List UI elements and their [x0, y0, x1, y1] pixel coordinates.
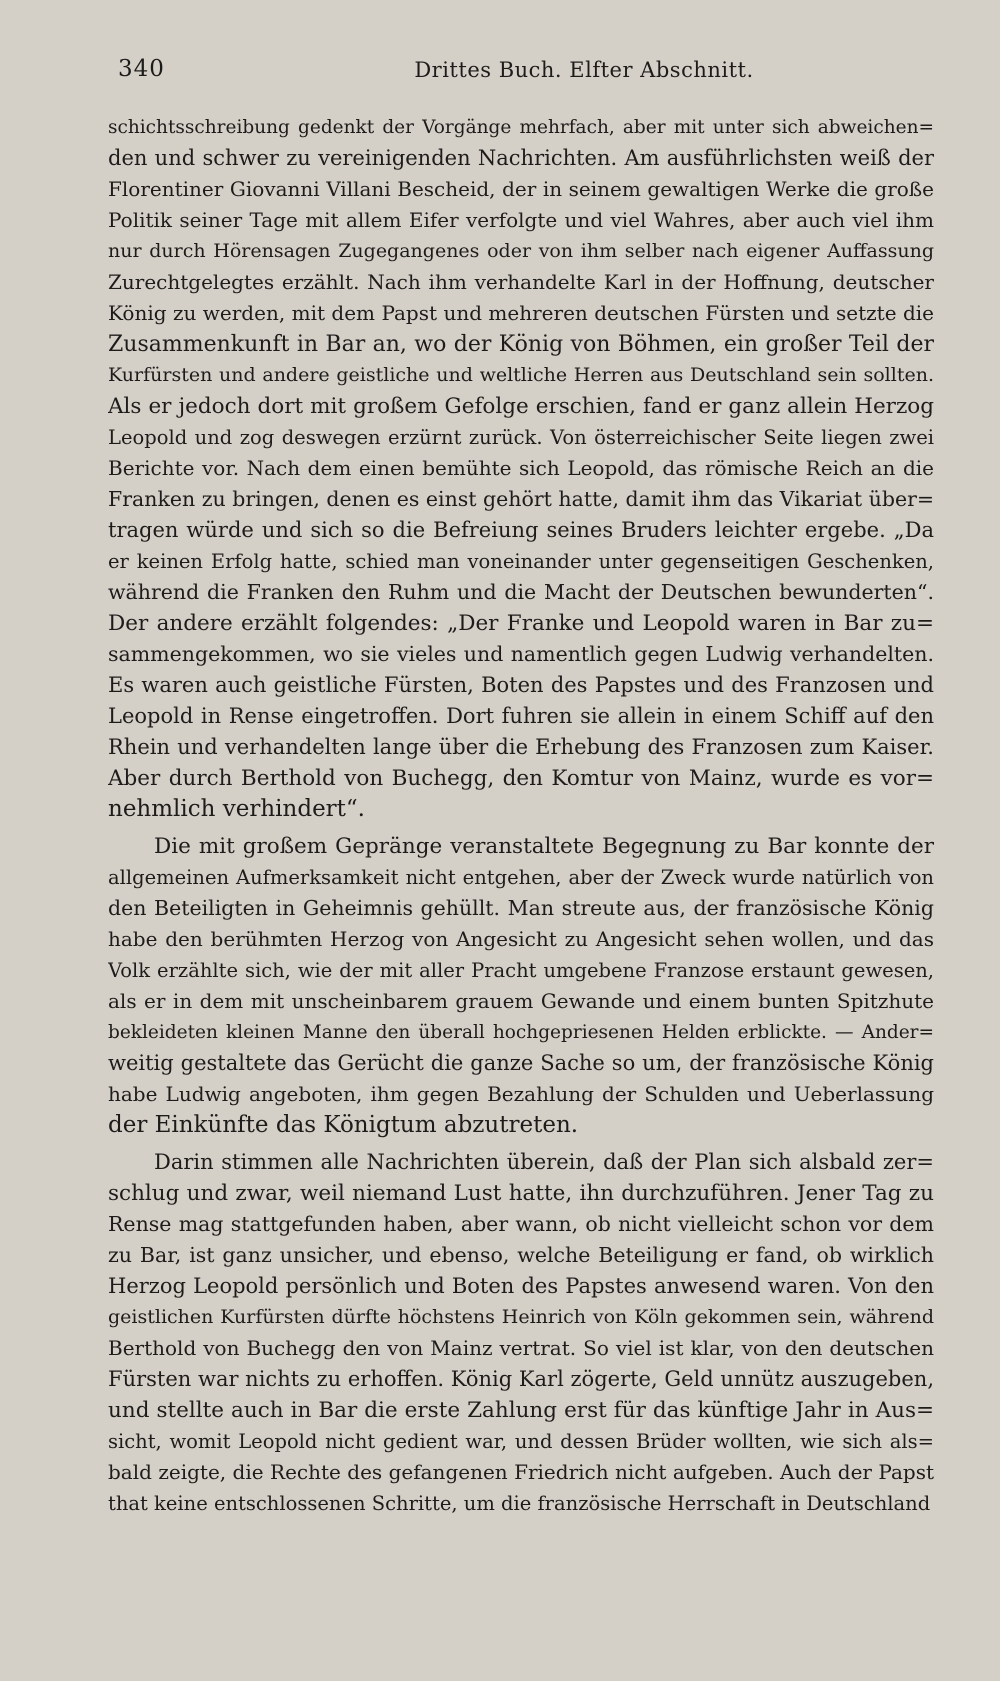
paragraph — [108, 831, 934, 1141]
text-line: Leopold und zog deswegen erzürnt zurück. Von österreichischer Seite liegen zwei — [108, 426, 934, 449]
text-line: Darin stimmen alle Nachrichten überein, daß der Plan sich alsbald zer= — [154, 1150, 934, 1174]
text-line: Rense mag stattgefunden haben, aber wann, ob nicht vielleicht schon vor dem — [108, 1212, 934, 1236]
body-text — [108, 112, 934, 1519]
text-line: bekleideten kleinen Manne den überall hochgepriesenen Helden erblickte. — Ander= — [108, 1022, 934, 1043]
text-line: schichtsschreibung gedenkt der Vorgänge mehrfach, aber mit unter sich abweichen= — [108, 117, 934, 138]
text-line: allgemeinen Aufmerksamkeit nicht entgehen, aber der Zweck wurde natürlich von — [108, 866, 934, 889]
text-line: tragen würde und sich so die Befreiung seines Bruders leichter ergebe. „Da — [108, 518, 934, 542]
paragraph — [108, 112, 934, 825]
text-line: Berichte vor. Nach dem einen bemühte sich Leopold, das römische Reich an die — [108, 456, 934, 480]
text-line: und stellte auch in Bar die erste Zahlung erst für das künftige Jahr in Aus= — [108, 1398, 934, 1423]
text-line: Kurfürsten und andere geistliche und weltliche Herren aus Deutschland sein sollten. — [108, 364, 934, 386]
text-line: that keine entschlossenen Schritte, um die französische Herrschaft in Deutschland — [108, 1492, 931, 1515]
text-line: habe den berühmten Herzog von Angesicht zu Angesicht sehen wollen, und das — [108, 927, 934, 951]
paragraph — [108, 1147, 934, 1519]
text-line: er keinen Erfolg hatte, schied man voneinander unter gegenseitigen Geschenken, — [108, 550, 934, 573]
text-line: Der andere erzählt folgendes: „Der Franke und Leopold waren in Bar zu= — [108, 611, 934, 636]
text-line: nur durch Hörensagen Zugegangenes oder von ihm selber nach eigener Auffassung — [108, 240, 934, 262]
text-line: schlug und zwar, weil niemand Lust hatte, ihn durchzuführen. Jener Tag zu — [108, 1181, 934, 1206]
running-head: Drittes Buch. Elfter Abschnitt. — [414, 58, 754, 82]
text-line: als er in dem mit unscheinbarem grauem Gewande und einem bunten Spitzhute — [108, 989, 934, 1013]
text-line: sammengekommen, wo sie vieles und namentlich gegen Ludwig verhandelten. — [108, 642, 934, 666]
text-line: während die Franken den Ruhm und die Macht der Deutschen bewunderten“. — [108, 580, 934, 604]
text-line: Berthold von Buchegg den von Mainz vertrat. So viel ist klar, von den deutschen — [108, 1336, 934, 1360]
text-line: König zu werden, mit dem Papst und mehreren deutschen Fürsten und setzte die — [108, 301, 934, 325]
text-line: sicht, womit Leopold nicht gedient war, und dessen Brüder wollten, wie sich als= — [108, 1430, 934, 1453]
text-line: Leopold in Rense eingetroffen. Dort fuhren sie allein in einem Schiff auf den — [108, 704, 934, 728]
text-line: Florentiner Giovanni Villani Bescheid, der in seinem gewaltigen Werke die große — [108, 177, 934, 201]
text-line: den und schwer zu vereinigenden Nachrichten. Am ausführlichsten weiß der — [108, 146, 934, 170]
text-line: Es waren auch geistliche Fürsten, Boten des Papstes und des Franzosen und — [108, 673, 934, 697]
text-line: Volk erzählte sich, wie der mit aller Pracht umgebene Franzose erstaunt gewesen, — [108, 959, 934, 982]
text-line: Als er jedoch dort mit großem Gefolge erschien, fand er ganz allein Herzog — [108, 394, 934, 419]
text-line: Herzog Leopold persönlich und Boten des Papstes anwesend waren. Von den — [108, 1274, 934, 1298]
page-header — [118, 56, 930, 92]
text-line: Franken zu bringen, denen es einst gehört hatte, damit ihm das Vikariat über= — [108, 487, 934, 511]
text-line: Die mit großem Gepränge veranstaltete Begegnung zu Bar konnte der — [154, 834, 934, 859]
text-line: Politik seiner Tage mit allem Eifer verfolgte und viel Wahres, aber auch viel ihm — [108, 208, 934, 232]
text-line: habe Ludwig angeboten, ihm gegen Bezahlung der Schulden und Ueberlassung — [108, 1082, 934, 1106]
text-line: Zusammenkunft in Bar an, wo der König von Böhmen, ein großer Teil der — [108, 332, 934, 357]
text-line: Rhein und verhandelten lange über die Erhebung des Franzosen zum Kaiser. — [108, 735, 934, 759]
page-number: 340 — [118, 56, 165, 82]
text-line: der Einkünfte das Königtum abzutreten. — [108, 1112, 579, 1138]
text-line: zu Bar, ist ganz unsicher, und ebenso, welche Beteiligung er fand, ob wirklich — [108, 1243, 934, 1267]
text-line: bald zeigte, die Rechte des gefangenen Friedrich nicht aufgeben. Auch der Papst — [108, 1460, 934, 1484]
text-line: geistlichen Kurfürsten dürfte höchstens Heinrich von Köln gekommen sein, während — [108, 1306, 934, 1328]
text-line: nehmlich verhindert“. — [108, 796, 365, 822]
text-line: Zurechtgelegtes erzählt. Nach ihm verhandelte Karl in der Hoffnung, deutscher — [108, 270, 934, 294]
text-line: weitig gestaltete das Gerücht die ganze Sache so um, der französische König — [108, 1051, 934, 1075]
text-line: den Beteiligten in Geheimnis gehüllt. Man streute aus, der französische König — [108, 896, 934, 920]
text-line: Aber durch Berthold von Buchegg, den Komtur von Mainz, wurde es vor= — [108, 766, 934, 791]
text-line: Fürsten war nichts zu erhoffen. König Karl zögerte, Geld unnütz auszugeben, — [108, 1367, 934, 1391]
